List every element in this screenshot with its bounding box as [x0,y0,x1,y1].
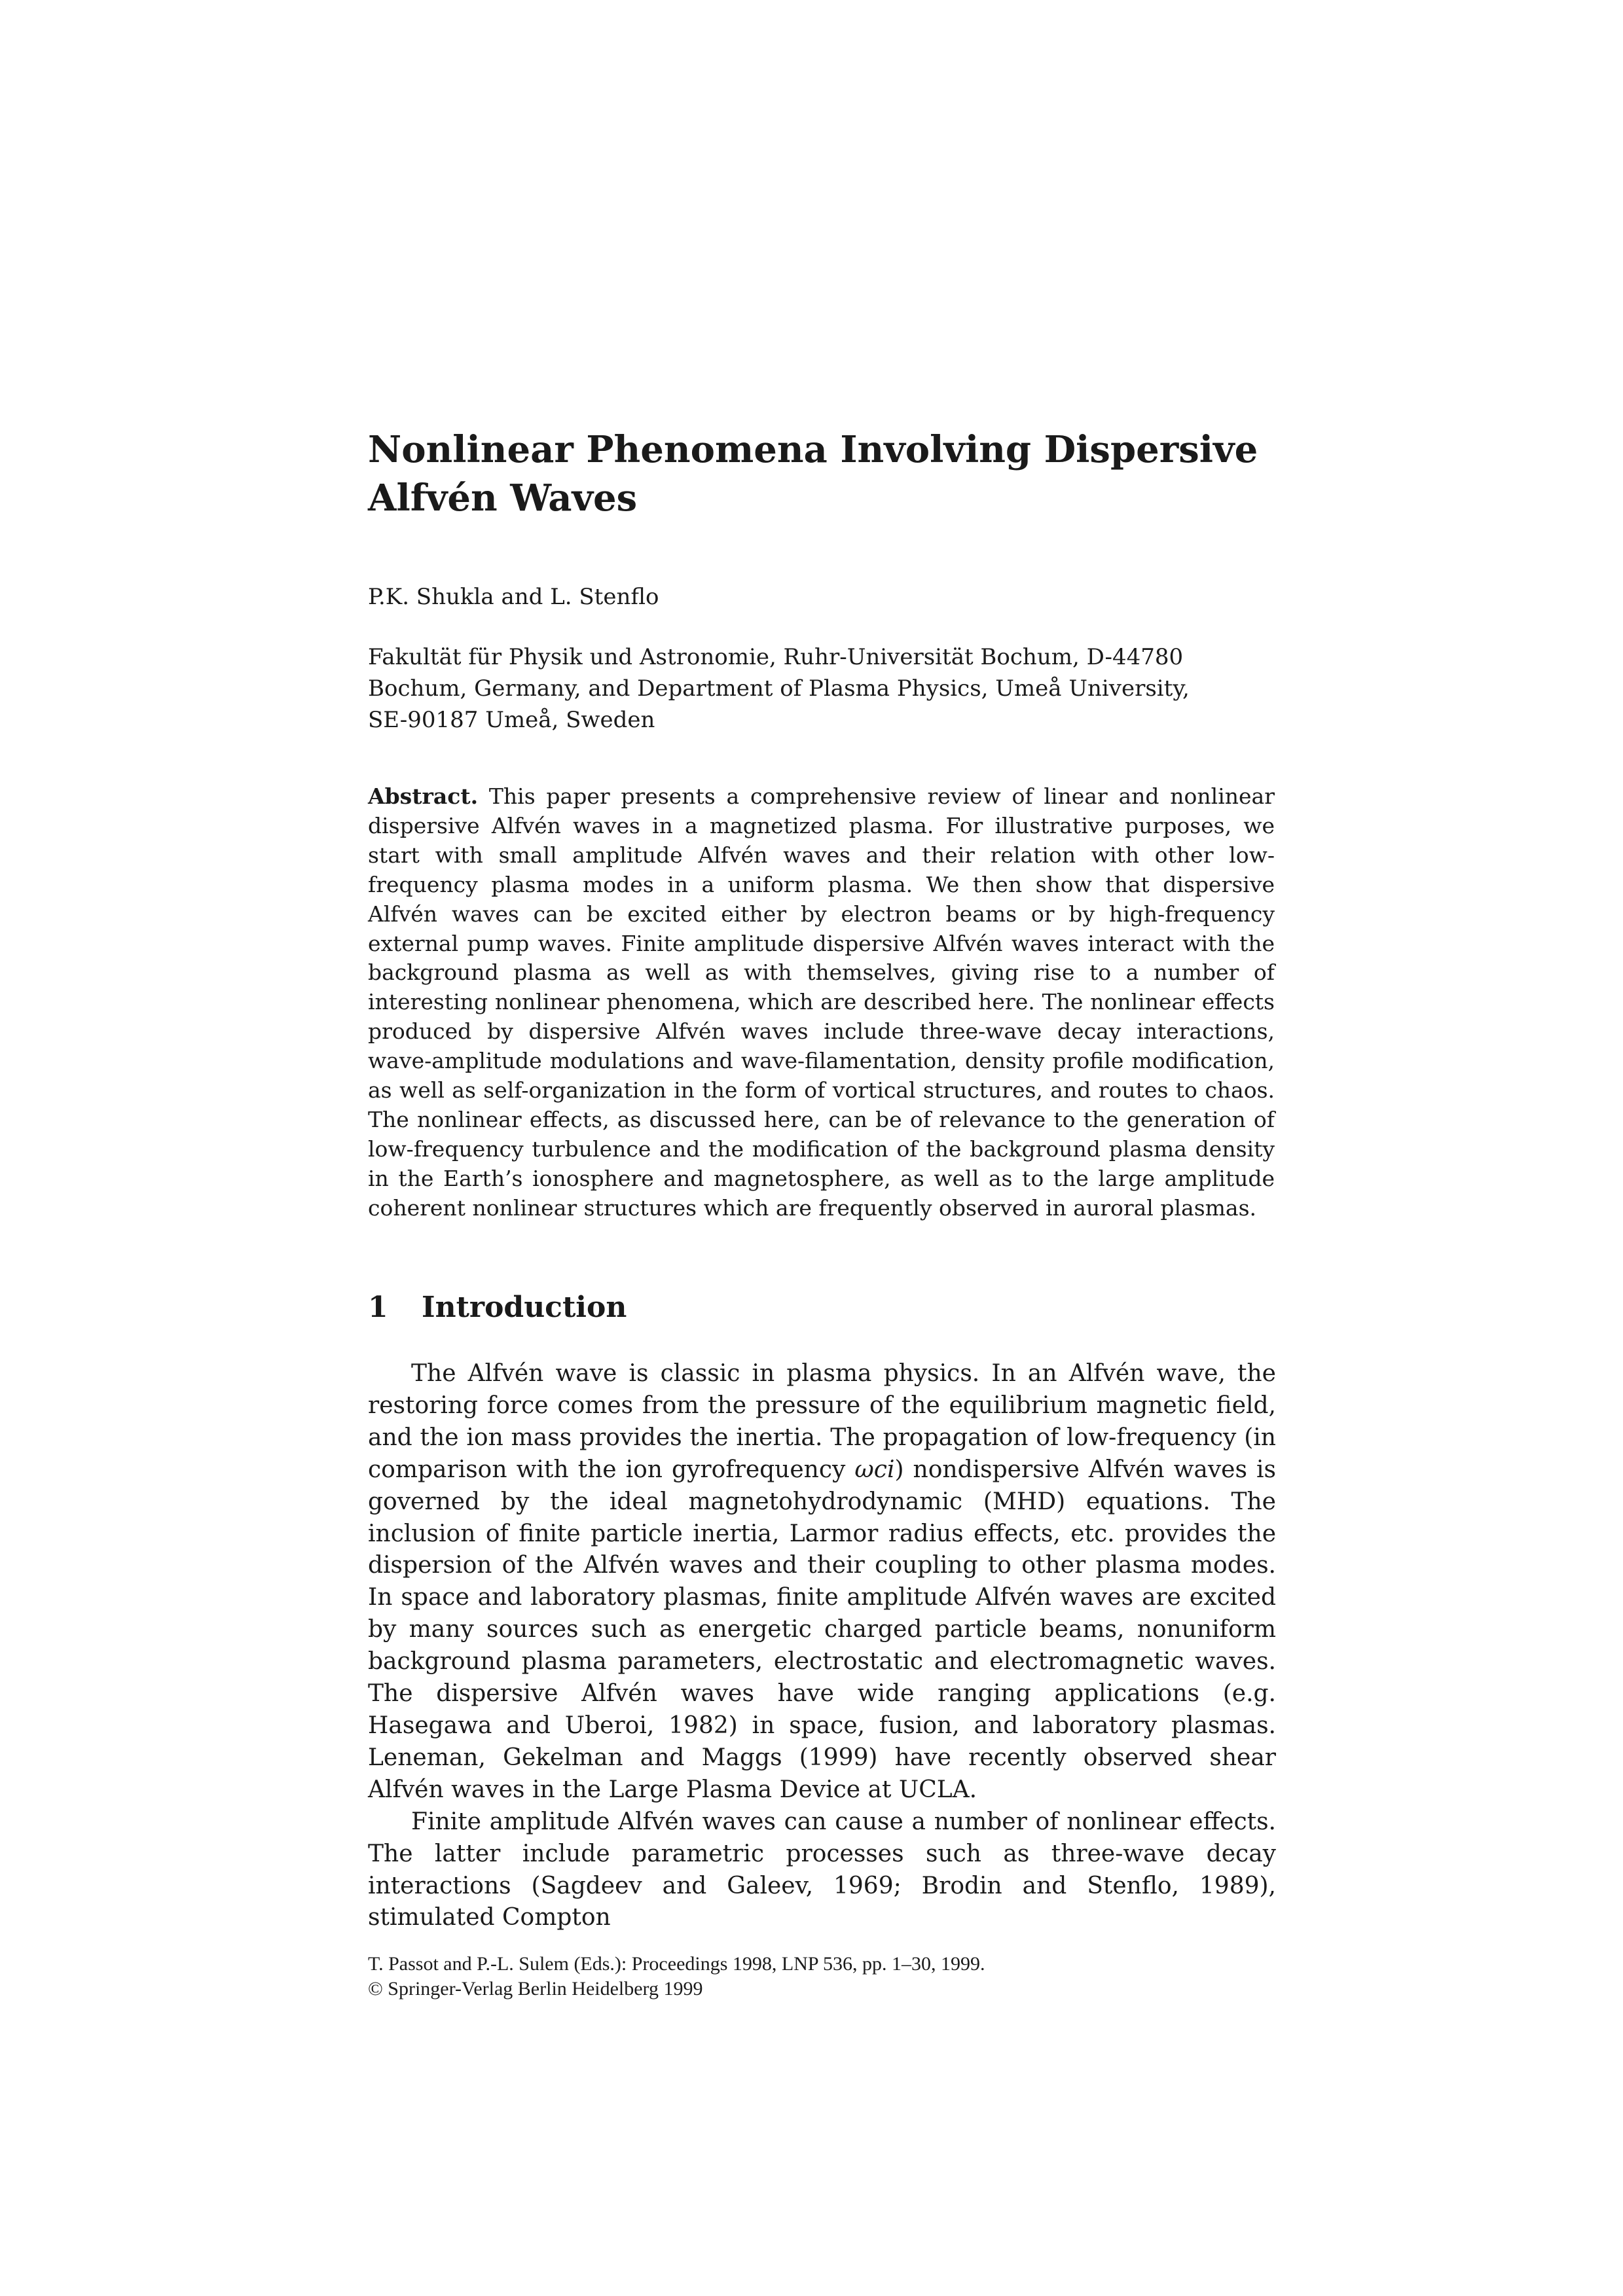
abstract [368,782,1275,1223]
abstract-text: This paper presents a comprehensive review of linear and nonlinear dispersive Alfvén waves in a magnetized plasma. For illustrative purposes, we start with small amplitude Alfvén waves and their relation with other low-frequency plasma modes in a uniform plasma. We then show that dispersive Alfvén waves can be excited either by electron beams or by high-frequency external pump waves. Finite amplitude dispersive Alfvén waves interact with the background plasma as well as with themselves, giving rise to a number of interesting nonlinear phenomena, which are described here. The nonlinear effects produced by dispersive Alfvén waves include three-wave decay interactions, wave-amplitude modulations and wave-filamentation, density profile modification, as well as self-organization in the form of vortical structures, and routes to chaos. The nonlinear effects, as discussed here, can be of relevance to the generation of low-frequency turbulence and the modification of the background plasma density in the Earth’s ionosphere and magnetosphere, as well as to the large amplitude coherent nonlinear structures which are frequently observed in auroral plasmas. [368,783,1275,1221]
section-number: 1 [368,1291,388,1324]
paragraph-1-part-a: The Alfvén wave is classic in plasma physics. In an Alfvén wave, the restoring force comes from the pressure of the equilibrium magnetic field, and the ion mass provides the inertia. The propagation of low-frequency (in comparison with the ion gyrofrequency [368,1360,1276,1483]
affiliation-line-1: Fakultät für Physik und Astronomie, Ruhr-Universität Bochum, D-44780 [368,644,1184,670]
title-line-2: Alfvén Waves [368,476,638,520]
footer-citation: T. Passot and P.-L. Sulem (Eds.): Proceedings 1998, LNP 536, pp. 1–30, 1999. [368,1953,985,1975]
paragraph-1-part-b: ) nondispersive Alfvén waves is governed by the ideal magnetohydrodynamic (MHD) equations. The inclusion of finite particle inertia, Larmor radius effects, etc. provides the dispersion of the Alfvén waves and their coupling to other plasma modes. In space and laboratory plasmas, finite amplitude Alfvén waves are excited by many sources such as energetic charged particle beams, nonuniform background plasma parameters, electrostatic and electromagnetic waves. The dispersive Alfvén waves have wide ranging applications (e.g. Hasegawa and Uberoi, 1982) in space, fusion, and laboratory plasmas. Leneman, Gekelman and Maggs (1999) have recently observed shear Alfvén waves in the Large Plasma Device at UCLA. [368,1456,1277,1803]
title-line-1: Nonlinear Phenomena Involving Dispersive [368,428,1258,471]
affiliation-line-2: Bochum, Germany, and Department of Plasma Physics, Umeå University, [368,675,1190,702]
footer-copyright: © Springer-Verlag Berlin Heidelberg 1999 [368,1978,703,2000]
abstract-label: Abstract. [368,783,479,809]
paper-title [368,425,1285,522]
section-heading [368,1289,627,1326]
affiliation-line-3: SE-90187 Umeå, Sweden [368,707,655,733]
body-text [368,1358,1276,1934]
authors: P.K. Shukla and L. Stenflo [368,584,659,610]
paragraph-1 [368,1358,1276,1806]
paragraph-2: Finite amplitude Alfvén waves can cause a number of nonlinear effects. The latter include parametric processes such as three-wave decay interactions (Sagdeev and Galeev, 1969; Brodin and Stenflo, 1989), stimulated Compton [368,1808,1276,1931]
section-title: Introduction [422,1291,627,1324]
affiliation [368,641,1285,736]
math-omega-ci: ωci [854,1456,895,1483]
footer [368,1952,985,2001]
